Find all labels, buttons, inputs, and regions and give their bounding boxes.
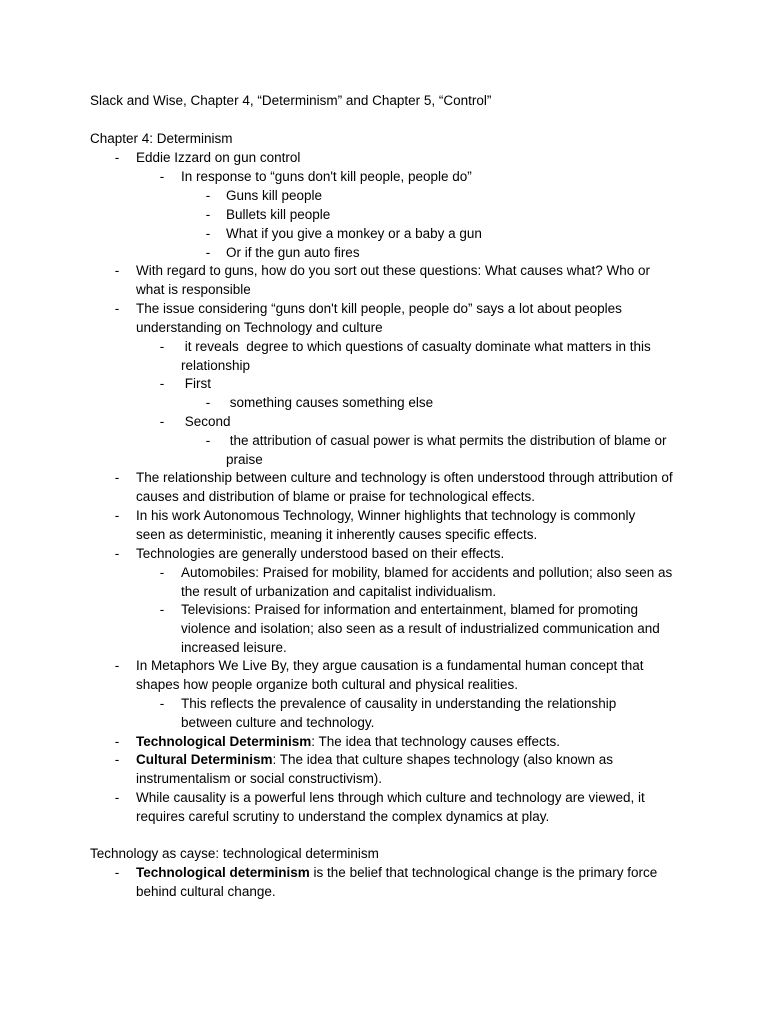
list-item-text: something causes something else xyxy=(226,395,434,410)
bullet-dash: - xyxy=(159,602,165,617)
bullet-dash: - xyxy=(114,865,120,880)
bullet-dash: - xyxy=(159,376,165,391)
bullet-dash: - xyxy=(159,696,165,711)
term-definition: : The idea that technology causes effects. xyxy=(311,734,560,749)
list-item-text xyxy=(136,864,681,902)
list-item-text xyxy=(136,751,636,789)
term-definition: is the belief that technological change is the primary force behind cultural change. xyxy=(136,865,658,899)
bullet-dash: - xyxy=(114,150,120,165)
bullet-dash: - xyxy=(114,508,120,523)
bullet-dash: - xyxy=(205,245,211,260)
bullet-dash: - xyxy=(205,226,211,241)
bullet-dash: - xyxy=(114,470,120,485)
bullet-dash: - xyxy=(114,658,120,673)
bullet-dash: - xyxy=(114,734,120,749)
term-bold: Cultural Determinism xyxy=(136,752,273,767)
list-item-text: Televisions: Praised for information and entertainment, blamed for promoting violence and isolation; also seen as a result of industrialized communication and increased leisure. xyxy=(181,602,660,655)
bullet-dash: - xyxy=(114,752,120,767)
term-bold: Technological Determinism xyxy=(136,734,312,749)
bullet-dash: - xyxy=(114,263,120,278)
bullet-dash: - xyxy=(205,188,211,203)
list-item-text: Bullets kill people xyxy=(226,207,331,222)
list-item-text: With regard to guns, how do you sort out these questions: What causes what? Who or what is responsible xyxy=(136,263,651,297)
list-item-text: the attribution of casual power is what permits the distribution of blame or praise xyxy=(226,433,671,467)
list-item-text: While causality is a powerful lens through which culture and technology are viewed, it requires careful scrutiny to understand the complex dynamics at play. xyxy=(136,790,645,824)
list-item-text: The issue considering “guns don't kill people, people do” says a lot about peoples understanding on Technology and culture xyxy=(136,301,622,335)
term-bold: Technological determinism xyxy=(136,865,310,880)
bullet-dash: - xyxy=(114,790,120,805)
section-heading: Technology as cayse: technological determinism xyxy=(90,846,379,861)
list-item-text: In Metaphors We Live By, they argue causation is a fundamental human concept that shapes how people organize both cultural and physical realities. xyxy=(136,658,644,692)
bullet-dash: - xyxy=(114,301,120,316)
chapter-heading: Chapter 4: Determinism xyxy=(90,131,233,146)
bullet-dash: - xyxy=(159,414,165,429)
list-item-text: Or if the gun auto fires xyxy=(226,245,360,260)
list-item-text: Guns kill people xyxy=(226,188,323,203)
list-item-text: Technologies are generally understood based on their effects. xyxy=(136,546,505,561)
list-item-text: it reveals degree to which questions of casualty dominate what matters in this relationship xyxy=(181,339,655,373)
bullet-dash: - xyxy=(159,565,165,580)
bullet-dash: - xyxy=(205,395,211,410)
list-item-text: Automobiles: Praised for mobility, blamed for accidents and pollution; also seen as the result of urbanization and capitalist individualism. xyxy=(181,565,673,599)
term-definition: : The idea that culture shapes technology (also known as instrumentalism or social constructivism). xyxy=(136,752,613,786)
document-title: Slack and Wise, Chapter 4, “Determinism” and Chapter 5, “Control” xyxy=(90,93,492,108)
list-item-text: What if you give a monkey or a baby a gun xyxy=(226,226,482,241)
list-item-text: In response to “guns don't kill people, people do” xyxy=(181,169,472,184)
list-item-text: This reflects the prevalence of causality in understanding the relationship between culture and technology. xyxy=(181,696,617,730)
bullet-dash: - xyxy=(205,207,211,222)
bullet-dash: - xyxy=(159,339,165,354)
list-item-text: The relationship between culture and technology is often understood through attribution of causes and distribution of blame or praise for technological effects. xyxy=(136,470,673,504)
list-item-text xyxy=(136,733,696,752)
bullet-dash: - xyxy=(159,169,165,184)
list-item-text: Second xyxy=(181,414,231,429)
bullet-dash: - xyxy=(205,433,211,448)
list-item-text: First xyxy=(181,376,211,391)
bullet-dash: - xyxy=(114,546,120,561)
list-item-text: Eddie Izzard on gun control xyxy=(136,150,301,165)
list-item-text: In his work Autonomous Technology, Winner highlights that technology is commonly seen as deterministic, meaning it inherently causes specific effects. xyxy=(136,508,636,542)
